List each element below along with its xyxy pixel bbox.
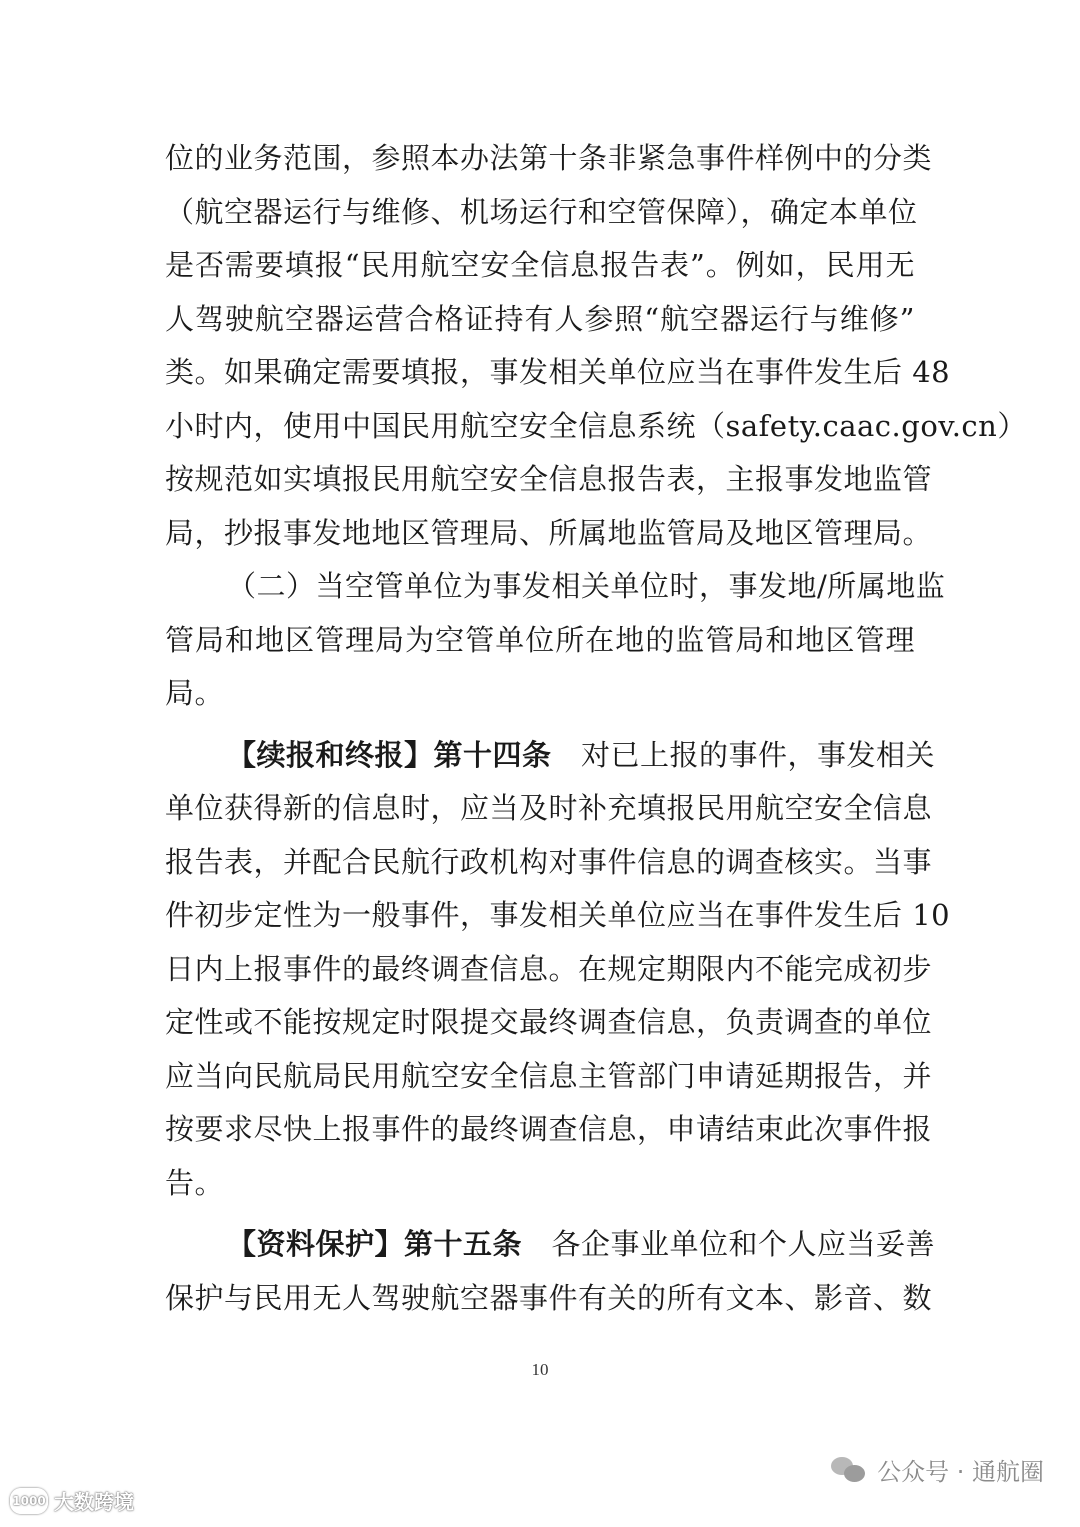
text-line: 单位获得新的信息时，应当及时补充填报民用航空安全信息 bbox=[165, 791, 933, 825]
text-line: 按规范如实填报民用航空安全信息报告表，主报事发地监管 bbox=[165, 462, 933, 496]
article-15-text: 各企事业单位和个人应当妥善 bbox=[551, 1227, 936, 1261]
text-line: 管局和地区管理局为空管单位所在地的监管局和地区管理 bbox=[165, 622, 915, 657]
article-14-text: 对已上报的事件，事发相关 bbox=[581, 737, 936, 772]
text-line: 件初步定性为一般事件，事发相关单位应当在事件发生后 10 bbox=[165, 898, 951, 932]
document-body bbox=[165, 132, 1027, 1325]
text-line: 保护与民用无人驾驶航空器事件有关的所有文本、影音、数 bbox=[165, 1280, 933, 1315]
article-14-heading: 【续报和终报】第十四条 bbox=[227, 737, 552, 772]
article-15-heading: 【资料保护】第十五条 bbox=[227, 1227, 523, 1261]
text-line: 局。 bbox=[165, 676, 225, 710]
brand-logo-icon: 1000 bbox=[10, 1488, 48, 1514]
text-line: 局，抄报事发地地区管理局、所属地监管局及地区管理局。 bbox=[165, 515, 933, 550]
watermark-text: 公众号 · 通航圈 bbox=[877, 1458, 1044, 1486]
brand-watermark bbox=[10, 1486, 134, 1515]
text-line: 按要求尽快上报事件的最终调查信息，申请结束此次事件报 bbox=[165, 1112, 933, 1146]
brand-watermark-text: 大数跨境 bbox=[54, 1490, 134, 1514]
text-line: 人驾驶航空器运营合格证持有人参照“航空器运行与维修” bbox=[165, 301, 915, 336]
text-line: （二）当空管单位为事发相关单位时，事发地/所属地监 bbox=[227, 569, 946, 603]
text-line: 告。 bbox=[165, 1165, 225, 1200]
text-line: 报告表，并配合民航行政机构对事件信息的调查核实。当事 bbox=[165, 844, 933, 879]
wechat-watermark bbox=[831, 1452, 1044, 1487]
page-number: 10 bbox=[531, 1360, 549, 1379]
text-line: 日内上报事件的最终调查信息。在规定期限内不能完成初步 bbox=[165, 951, 933, 986]
text-line: 位的业务范围，参照本办法第十条非紧急事件样例中的分类 bbox=[165, 141, 933, 175]
article-14-first-line bbox=[165, 729, 936, 783]
text-line: 小时内，使用中国民用航空安全信息系统（safety.caac.gov.cn） bbox=[165, 408, 1027, 443]
text-line: 是否需要填报“民用航空安全信息报告表”。例如，民用无 bbox=[165, 248, 915, 282]
article-15-first-line bbox=[165, 1218, 936, 1272]
text-line: （航空器运行与维修、机场运行和空管保障），确定本单位 bbox=[165, 194, 918, 229]
text-line: 应当向民航局民用航空安全信息主管部门申请延期报告，并 bbox=[165, 1058, 933, 1093]
text-line: 类。如果确定需要填报，事发相关单位应当在事件发生后 48 bbox=[165, 355, 951, 389]
wechat-icon bbox=[831, 1455, 867, 1485]
text-line: 定性或不能按规定时限提交最终调查信息，负责调查的单位 bbox=[165, 1005, 933, 1039]
